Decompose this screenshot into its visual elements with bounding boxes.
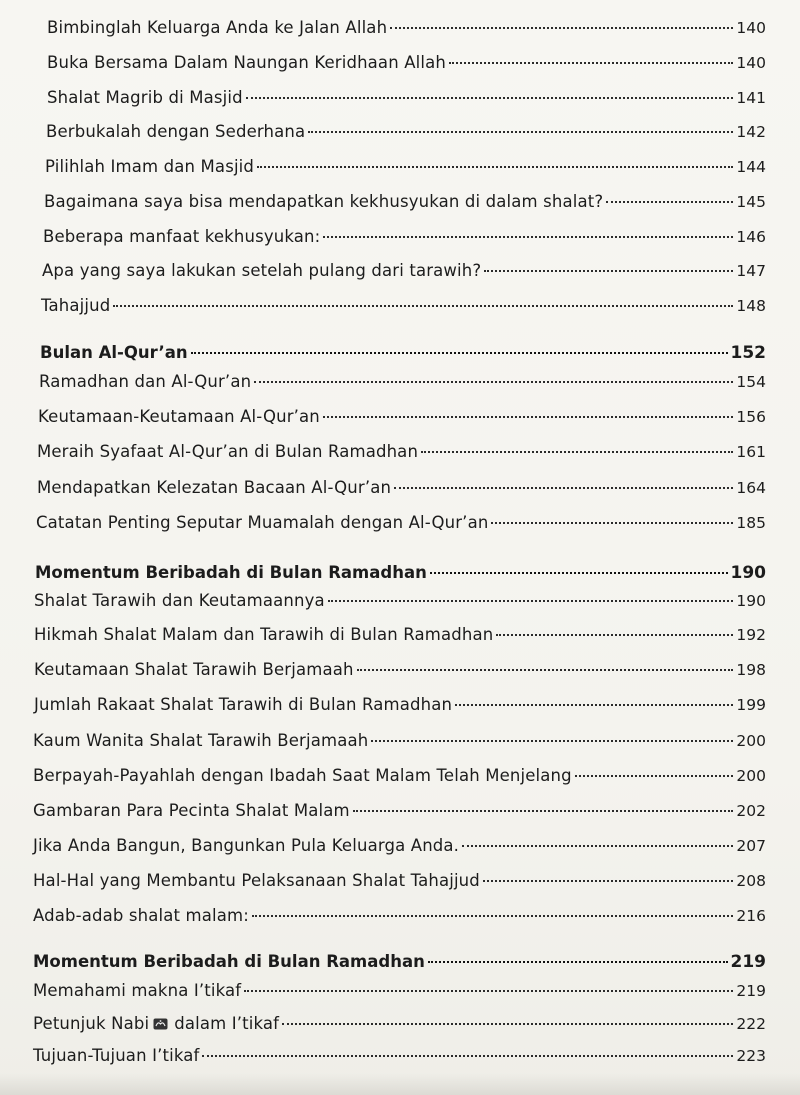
dot-leader [323,236,733,238]
toc-section-page: 219 [730,952,766,972]
toc-entry[interactable] [43,227,766,251]
toc-entry-page: 142 [736,123,766,141]
dot-leader [390,27,733,29]
toc-entry[interactable] [38,407,766,431]
toc-section-heading[interactable] [33,952,766,976]
dot-leader [484,270,733,272]
toc-entry-page: 141 [736,89,766,107]
toc-entry-page: 216 [736,907,766,925]
toc-entry[interactable] [33,801,766,825]
toc-entry[interactable] [36,513,766,537]
dot-leader [244,990,733,992]
page-bottom-edge [0,1073,800,1095]
dot-leader [252,915,733,917]
dot-leader [113,305,733,307]
toc-entry-page: 146 [736,228,766,246]
toc-entry[interactable] [33,1014,766,1038]
toc-entry[interactable] [34,695,766,719]
toc-section-title: Momentum Beribadah di Bulan Ramadhan [35,563,427,582]
toc-entry-title: Gambaran Para Pecinta Shalat Malam [33,801,350,820]
dot-leader [308,131,733,133]
toc-entry-title: Adab-adab shalat malam: [33,906,249,925]
toc-entry-title: Mendapatkan Kelezatan Bacaan Al-Qur’an [37,478,392,497]
toc-entry-page: 202 [736,802,766,820]
dot-leader [606,201,733,203]
toc-entry-title: Pilihlah Imam dan Masjid [45,157,255,176]
dot-leader [394,487,733,489]
toc-entry-page: 199 [736,696,766,714]
toc-entry-title: Jumlah Rakaat Shalat Tarawih di Bulan Ramadhan [34,695,453,714]
toc-entry[interactable] [44,192,766,216]
toc-entry-title: Bagaimana saya bisa mendapatkan kekhusyukan di dalam shalat? [44,192,604,211]
toc-entry-title-before: Petunjuk Nabi [33,1014,150,1033]
toc-entry[interactable] [46,122,766,146]
toc-entry-title: Meraih Syafaat Al-Qur’an di Bulan Ramadhan [37,442,419,461]
toc-entry[interactable] [42,261,766,285]
toc-entry-title: Kaum Wanita Shalat Tarawih Berjamaah [33,731,369,750]
toc-entry-page: 185 [736,514,766,532]
dot-leader [202,1055,733,1057]
toc-entry-page: 200 [736,767,766,785]
dot-leader [575,775,734,777]
toc-entry[interactable] [47,88,766,112]
toc-entry-page: 147 [736,262,766,280]
toc-entry-title: Ramadhan dan Al-Qur’an [39,372,252,391]
toc-entry[interactable] [45,157,766,181]
dot-leader [191,352,728,354]
toc-entry-title: Berpayah-Payahlah dengan Ibadah Saat Malam Telah Menjelang [33,766,572,785]
toc-entry-title: Bimbinglah Keluarga Anda ke Jalan Allah [47,18,388,37]
dot-leader [371,740,733,742]
toc-entry-title: Buka Bersama Dalam Naungan Keridhaan Allah [47,53,446,72]
toc-entry-page: 192 [736,626,766,644]
toc-entry-page: 219 [736,982,766,1000]
toc-entry-page: 198 [736,661,766,679]
toc-entry-title: Keutamaan Shalat Tarawih Berjamaah [34,660,354,679]
dot-leader [449,62,733,64]
dot-leader [483,880,733,882]
toc-entry-title: Shalat Magrib di Masjid [47,88,243,107]
toc-entry-title-after: dalam I’tikaf [174,1014,280,1033]
toc-section-heading[interactable] [40,343,766,367]
toc-entry-page: 222 [736,1015,766,1033]
dot-leader [353,810,734,812]
dot-leader [257,166,733,168]
toc-entry-title: Keutamaan-Keutamaan Al-Qur’an [38,407,320,426]
toc-entry[interactable] [33,766,766,790]
toc-section-page: 152 [730,343,766,363]
toc-entry[interactable] [34,625,766,649]
toc-entry-title: Memahami makna I’tikaf [33,981,242,1000]
toc-entry-title: Apa yang saya lakukan setelah pulang dari tarawih? [42,261,482,280]
toc-section-page: 190 [730,563,766,583]
dot-leader [282,1023,733,1025]
toc-entry[interactable] [37,478,766,502]
dot-leader [491,522,733,524]
dot-leader [428,961,728,963]
dot-leader [496,634,733,636]
dot-leader [430,572,728,574]
toc-entry-title: Catatan Penting Seputar Muamalah dengan Al-Qur’an [36,513,489,532]
toc-entry-page: 208 [736,872,766,890]
toc-entry-page: 154 [736,373,766,391]
toc-entry-page: 223 [736,1047,766,1065]
toc-entry-page: 144 [736,158,766,176]
dot-leader [323,416,734,418]
toc-entry-page: 140 [736,54,766,72]
dot-leader [455,704,733,706]
toc-entry[interactable] [41,296,766,320]
toc-entry-title: Tahajjud [41,296,111,315]
toc-entry[interactable] [37,442,766,466]
toc-entry-page: 140 [736,19,766,37]
toc-entry-page: 164 [736,479,766,497]
toc-entry-page: 200 [736,732,766,750]
toc-entry-title: Berbukalah dengan Sederhana [46,122,306,141]
toc-section-title: Momentum Beribadah di Bulan Ramadhan [33,952,425,971]
saw-honorific-icon [153,1018,168,1030]
toc-entry-title: Tujuan-Tujuan I’tikaf [33,1046,200,1065]
toc-entry-page: 190 [736,592,766,610]
toc-entry[interactable] [33,906,766,930]
toc-entry-title: Beberapa manfaat kekhusyukan: [43,227,321,246]
toc-entry[interactable] [33,731,766,755]
dot-leader [328,600,734,602]
dot-leader [254,381,733,383]
toc-entry-title: Hal-Hal yang Membantu Pelaksanaan Shalat Tahajjud [33,871,480,890]
dot-leader [462,845,733,847]
toc-entry-page: 148 [736,297,766,315]
dot-leader [421,451,733,453]
toc-entry[interactable] [47,18,766,42]
toc-section-heading[interactable] [35,563,766,587]
toc-entry[interactable] [33,871,766,895]
toc-entry[interactable] [47,53,766,77]
toc-entry-page: 156 [736,408,766,426]
toc-entry[interactable] [34,591,766,615]
toc-entry-page: 145 [736,193,766,211]
toc-entry-page: 161 [736,443,766,461]
toc-entry-title: Hikmah Shalat Malam dan Tarawih di Bulan Ramadhan [34,625,494,644]
toc-section-title: Bulan Al-Qur’an [40,343,188,362]
toc-entry-title: Shalat Tarawih dan Keutamaannya [34,591,325,610]
toc-entry-page: 207 [736,837,766,855]
toc-entry[interactable] [33,1046,766,1070]
toc-entry[interactable] [34,660,766,684]
dot-leader [246,97,734,99]
dot-leader [357,669,734,671]
toc-entry[interactable] [33,836,766,860]
toc-entry-title: Jika Anda Bangun, Bangunkan Pula Keluarga Anda. [33,836,460,855]
toc-entry[interactable] [39,372,766,396]
toc-entry-title [33,1014,279,1033]
toc-entry[interactable] [33,981,766,1005]
